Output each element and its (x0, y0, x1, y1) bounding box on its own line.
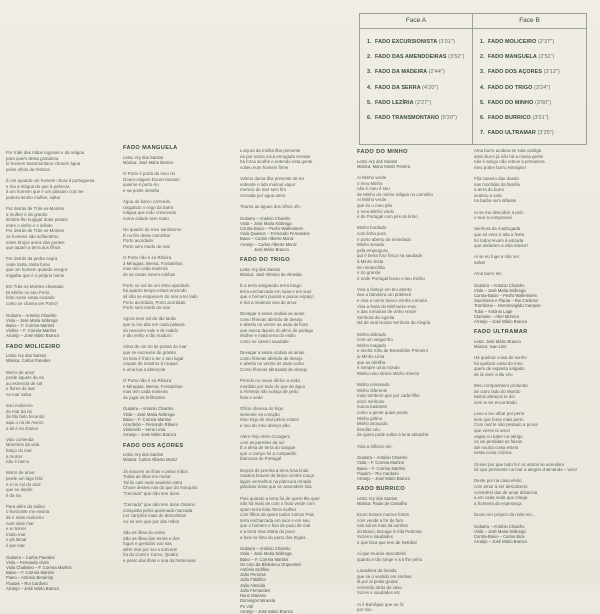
track-item (480, 38, 584, 53)
track-title: FADO DA SERRA (375, 84, 421, 91)
lyrics-text: É a terra sangrando terra brago terra encharcada em suas e em suor que o homem puxará e puxou espaço é tira a madeira viva de amor Devagar a seara ondula as ainas como fêmeas abrindo de desejo e abertu no ventre as asas de fruto que nasca depois do almo do parlago Mulher e mala terra do estilo como se casem saudade Devagar a seara ondula as ainas como fêmeas abrindo de desejo e abertu no ventre as asas cento Como fêmeas abrasada de desejo Prendo no meus dêdos a seda mordido por todo do que de água a Alentejo não soluça de peito feito e sede Ofício ofereca do trigo semente na coração meu trigo de mar pelos cristos e seu do meu abraço pão Além-Tejo Além-Coragem com as paredes da Iuz É a alma de terra do sangue que o campo foi a compasão brancura de Portugal Depois de prenha a terra fosa linda cavalos bravos de bravo centes ruaça lagos vermelhos na plancura rirnada placidas vinas que se ascendem lola Pois quando a terra fui de quem the quer não há mais de com o fruto verde com spam terra feita Terra mulher com filhos da quem todos somos Pais terra encharcada em suor e em seu que o homem e feia de puxo de mai e a terra mas Maria do povo a fora no fimo do parto dos trigais (240, 282, 320, 540)
track-number: 7. (480, 130, 485, 137)
lyrics-text: Já nascem as ilhas e pelas mãos Todas as ilhas em morar Tal lio cais mais saudoss ostra Chove destes nas do que do morquito "Cercado" que não tem dono "Cercado" que não tem dono Outono conquista pelos queimada marcada Ler canções mais de descobrias Ao se tem que por das mãos São as ilhas do vento São as ilhas das terras e dos fogos e gemidos voo nas além mar por ser a tomorrei ha do Coral e Corvo, Quatro e ponto das ilhas e sua da hortensias (123, 468, 198, 564)
track-item (367, 68, 470, 83)
track-duration: (3'12") (543, 69, 560, 76)
musician-credits: Guitarra – António Chainho Viola – José Maria Nóbrega Contra-Baixo – Pedro Wallenstein Viola Quaison – Fernando Fernandes Baixo – Carlos Alberto Moniz Arranjo – Carlos Alberto Moniz José Mário Branco (240, 215, 310, 252)
track-title: FADO DA MADEIRA (375, 69, 428, 76)
song-title-fado-moliceiro: FADO MOLICEIRO (6, 343, 61, 350)
lyrics-text: O Porto é porta do meu rio Douro-viagem Douro-rasainn quieme é porto-rio e na ponte desafio Água do barco correndo rasgando o cego da barra mágoa que todo crescendo noma cidade sem mato No quadro do meu santissimo É no fim deste caminhar Porto acordado Porto sem medo de mar O Porto não é só Ribeira à Miragaia, Beesa, Fontainhas mas tem cada maneira de as casas serem minhas Porto no sol de um ritmo aportado há quanto tempo estais encendo ali não se esquecem do mar a ter lado Porto acordado, Porto acordado Porto sem medo do mar Agora sem sol de tão tarda que tu me dás em cada palavra do nevoeiro vale e de maldo e tão velho e tão maduro Alma de um rio às portas do mar que se escreveu de granito no leito é fruto a ter o seu lugar roupas de mastros à roupas e uma lua a abençoar O Porto não é só Ribeira e Miragaia, Beesa, Fontainhas mas tem cada maneira de jogar às brilhantes (123, 171, 198, 400)
song-title-fado-do-minho: FADO DO MINHO (357, 149, 408, 155)
musician-credits: Guitarra – Antonio Chainho Viola – José Maria Nóbrega Contra-Baixo – Pedro Wallenstein Saxofones e Flauta – Rui Cardoso Trombone – Hermenegildo Campos Tuba – António Lage Clarinete – Abel Moreira Arranjo – José Mário Branco (474, 282, 541, 325)
track-number: 5. (367, 99, 372, 106)
musician-credits: Guitarra – Antonio Chainho Viola – José Maria Nóbrega Baixo – F. Correia Martins Acordeão – Fernando Ribeiro Violocello – Irene Lima Arranjo – José Mário Branco (123, 406, 178, 438)
musician-credits: Guitarra – Carlos Paredes Viola – Fernando Alvim Viola Chalisteo – F. Correia Martins Baixo – F. Correia Martins Piano – Antonio Berainhp Flautas – Rui Cardoso Arranjo – José Mário Branco (6, 554, 72, 591)
lyrics-text: Há quebrar coisa de sonho há quebrar coisa do meu quem de espanta salgado de lá viver a lilu véu Meu companheiro profundo de outro lado do Mundo tantos abraços te dei sem te ter encontrado Levo o teu olhar por perto sem que foras mais perto Com mal te não pestado a prova que vezes te amor vagas no bater no abrigo os vai perdidas as faixas até noutra coisa esteia nesta coisa crónica Ocean por que tudo fez os astros se acendem de que pressente na mar a alegria chamando – vem! Deste por na casa efeito com amor a ser descoberto consebrel das de amar distancia a em cada onda que chega a fronteira da esperança Duom ser próprio da noite etc... (474, 355, 577, 517)
lyrics-column-4 (357, 150, 469, 613)
lyrics-column-5 (474, 148, 596, 544)
lyrics-column-2 (123, 146, 235, 564)
song-title-fado-manguela: FADO MANGUELA (123, 145, 178, 151)
track-number: 4. (480, 84, 485, 91)
track-title: FADO DAS AMENDOEIRAS (375, 54, 447, 61)
face-a-heading: Face A (360, 14, 473, 29)
track-duration: (3'24") (534, 84, 551, 91)
track-title: FADO ULTRAMAR (488, 130, 536, 137)
song-title-fado-burrico: FADO BURRICO (357, 486, 405, 493)
track-number: 6. (480, 114, 485, 121)
musician-credits: Guitarra – António Chainho Viola – José Maria Nóbrega Contra-Baixo – Carlos Bica Arranjo – José Mário Branco (474, 523, 528, 545)
track-item (367, 99, 470, 114)
lyrics-text: Morro de amor perde àquele da ria ao esmerda de sal e flores do luar no mar salsa Sou moliceiro do mar da ria de tão belo fecundo aqui o ria de Aveiro a lal é ria d'amor Vaio comenda lamentos da vida braço do mar a morrer não é barco Morro de amor perde um lago feliz e é no sol do azul que se depõe é da ria Para além da salina o horizonte me ensina de ir mais moliceiro num vinte mar e a morrer muito mar e pà lamar é par mar (6, 369, 50, 549)
track-item (480, 68, 584, 83)
track-number: 2. (480, 54, 485, 61)
track-number: 1. (480, 39, 485, 45)
track-number: 2. (367, 54, 372, 61)
track-item (367, 84, 470, 99)
track-item (367, 114, 470, 129)
track-duration: (3'00") (534, 99, 552, 106)
track-duration: (3'52") (448, 54, 465, 61)
lyrics-text: Erum homes murres fortes com vende a for de faro nas sal as mas da sonhas do Bravo, Bocage à Vila Pedrosa Vozes e saudades e que bica que tem de Setúbal Ai que mundo descobrirá quanto e tão longe e a ti lhe pério Lavadeira da levada que se o vestido em sonhas lá por ai pelas grutas correndo atrás do vaso Vozes e saudades etc. Ai é Barrêgas que ao fiz por riso (357, 512, 423, 613)
lyrics-text: Por mãe das mãos rugosas e da mágoa para quem desta grandeza lo homem transmontano chorem água pelos olhos da tristeza É um quando um homem chora à portuguesa e tira a mágoa do que à pobreza à um homem que é um pássaro com ter podera lembo mulher, saltar Por detrás de Trás-os-Montes a mulher é da granito lembra-lhe bugigar duas pontes entre o vinho e o infinito Por detrás de Trás-os-Montes os homens são aclhendrns estes brojos aroes das pontes que tapam a terra dos filhos Por detrás da pedra negra onde tanta, tanta fome que um homem quando enegra migalha que é o próprio nome Em Trás-os-Montes chamado Di Minho no seu Porto feito nome estas exclado como se chama em Paris? (6, 150, 95, 307)
author-credits: Letra: Ary dos Santos Música: Mário Moniz Pereira (357, 158, 411, 169)
track-duration: (2'52") (538, 54, 555, 61)
track-item (480, 53, 584, 68)
track-title: FADO MANGUELA (488, 54, 537, 61)
track-duration: (2'27") (415, 99, 432, 106)
author-credits: Letra: José Mário Branco Música: Ivan Lins (474, 338, 521, 350)
track-number: 3. (480, 69, 485, 76)
song-title-fado-dos-acores: FADO DOS AÇORES (123, 442, 184, 449)
track-title: FADO LEZÍRIA (375, 99, 414, 106)
track-duration: (3'01") (532, 114, 549, 121)
track-item (480, 114, 584, 129)
author-credits: Letra: Ary dos Santos Música: José Vitorino de Almeida (240, 266, 302, 277)
song-title-fado-do-trigo: FADO DO TRIGO (240, 256, 290, 263)
track-title: FADO EXCURSIONISTA (375, 39, 437, 45)
lyrics-column-1 (6, 150, 118, 591)
author-credits: Letra: Ary dos Santos Música: José Mário Branco (123, 154, 174, 165)
track-number: 6. (367, 114, 372, 121)
lyrics-text: Lonjura da minha ilha presente na por ouma voca enrugada revaste ha forca acolhe e entendo esta gente volteu num homem firme Volteio duma ilha presente de ter entende o luta muitoul vapor menino do mar sem fim cercada por agua amor Tiramo as águas dos olhos ofo (240, 148, 313, 209)
track-number: 5. (480, 99, 485, 106)
author-credits: Letra: Ary dos Santos Música: Paulo de Carvalho (357, 495, 408, 506)
track-number: 4. (367, 84, 372, 91)
track-title: FADO DO MINHO (488, 99, 534, 106)
track-item (367, 53, 470, 68)
lyrics-text: Ama burro acabou-se esta cantiga amei burro já não há a nossa gente não é amigo não reteve a primavera meu pobre burro estragnei Fõa caseiro dao dando nas mochilas da família a terra do burro acabou a seta na barba sem alfaiate Ai se me descobrir a pelo o mar a comprarsaí Senhora da madrugada que só vens é alta a festa hó todos levam à estrada que andaram a vida inteira? Ai se eu fuge a não ser salvo! Ama burro etc. (474, 148, 545, 277)
track-title: FADO DOS AÇORES (488, 69, 543, 76)
face-b-heading: Face B (473, 14, 586, 29)
author-credits: Letra: Ary dos Santos Música: Carlos Alberto Moniz (123, 452, 178, 463)
track-title: FADO BURRICO (488, 114, 531, 121)
track-listing-box (359, 13, 587, 145)
track-number: 3. (367, 69, 372, 76)
track-item (480, 84, 584, 99)
track-item (367, 38, 470, 53)
track-item (480, 99, 584, 114)
lyrics-column-3 (240, 148, 354, 614)
musician-credits: Guitarra – António Chainho Viola – F. Correia Martins Baixo – F. Correia Martins Flautim – Rui Cardoso Arranjo – José Mário Branco (357, 455, 411, 481)
track-title: FADO MOLICEIRO (488, 39, 537, 45)
track-duration: (2'37") (538, 39, 555, 45)
song-title-fado-ultramar: FADO ULTRAMAR (474, 329, 528, 336)
lyrics-text: Ai Minho verde o meu Minho não é meu é seu de Minho do minho mãgoa no caminho Ai Minho verde que és o meu pão e meu Minho vindo é de Portugal com pés de linho Minho bordado com linha pura e porto aberto de ensedado Minho sevado pela empurgura qut é beira furo fosco na saudade à Minho festa de romanchão e do grande é onde Portugal levou o seu minho Viva a festejo em teu aberto deu a bandeira um pratiterá e viva o nome beeco minha romaria Viva a festa do Minhoeiro-meu e das romarias de vinho verde Senhora da Agonia Ná de viral Nossa Senhora da Alegria Minho dobrado com um veiguinho Minho magado e minha mão de Beneeblim Primeiro ai Minho Lima que as almilha e sempre uma mondo Minho umo desce Minho interior Minho enxanado Minho diferente mais tambem que por cada filho anzó minhoso nunca bastante como a gente quasi poeta Minho gritino Minho arracada bendito céu de quem pode soltar a luna almanha Viva a trilhezo etc. (357, 175, 433, 449)
musician-credits: Guitarra – Antonio Chainho Viola – José Maria Nóbrega Baixo – F. Correia Martins Violino – F. Correia Martins Arranjo – José Mário Branco (6, 312, 60, 339)
track-item (480, 129, 584, 144)
author-credits: Letra: Ary dos Santos Música: Carlos Paredes (6, 353, 51, 364)
track-duration: (3'25") (537, 130, 554, 137)
track-number: 1. (367, 39, 372, 45)
track-duration: (4'20") (422, 84, 439, 91)
face-a-track-list (367, 38, 470, 129)
track-title: FADO TRANSMONTANO (375, 114, 440, 121)
track-duration: (3'01") (438, 39, 455, 45)
face-divider (472, 28, 473, 144)
musician-credits: Guitarra – António Chainho Viola – José Maria Nóbrega Baixo – F. Correia Martins Os coro da Biblioteca Orquestral António Dellfino João Pereiras João Fidalfico João Almeida João Fernandes Nuno Mariano Domingos Miranda Po Vitil Arranjo – José Mário Branco (240, 546, 301, 614)
track-title: FADO DO TRIGO (488, 84, 533, 91)
track-duration: (5'20") (440, 114, 458, 121)
face-b-track-list (480, 38, 584, 144)
track-duration: (2'44") (428, 69, 445, 76)
